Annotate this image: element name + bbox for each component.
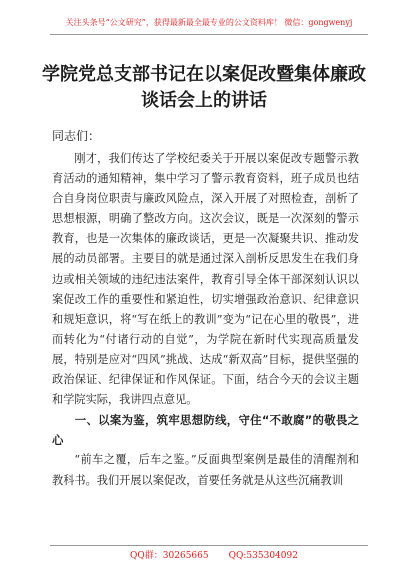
paragraph-2: “前车之覆，后车之鉴。”反面典型案例是最佳的清醒剂和教科书。我们开展以案促改，首要任务就是从这些沉痛教训 [52, 453, 359, 487]
salutation: 同志们： [52, 129, 101, 143]
footer-qq-group: QQ群：30265665 [130, 551, 209, 561]
section-heading-1: 一、以案为鉴，筑牢思想防线，守住“不敢腐”的敬畏之心 [52, 413, 359, 448]
header-banner: 关注头条号“公文研究”，获得最新最全最专业的公文资料库！ 微信：gongwenyj [65, 18, 353, 27]
document-body [52, 149, 359, 491]
footer-divider [50, 545, 368, 546]
title-line-1: 学院党总支部书记在以案促改暨集体廉政 [42, 64, 366, 85]
footer-qq: QQ:535304092 [228, 551, 298, 561]
title-line-2: 谈话会上的讲话 [141, 90, 267, 111]
document-title [40, 62, 368, 114]
header-divider [50, 34, 368, 35]
footer-contacts [60, 548, 368, 564]
paragraph-1: 刚才，我们传达了学校纪委关于开展以案促改专题警示教育活动的通知精神，集中学习了警示教育资料，班子成员也结合自身岗位职责与廉政风险点，深入开展了对照检查，剖析了思想根源，明确了整改方向。这次会议，既是一次深刻的警示教育，也是一次集体的廉政谈话，更是一次凝聚共识、推动发展的动员部署。主要目的就是通过深入剖析反思发生在我们身边或相关领域的违纪违法案件，教育引导全体干部深刻认识以案促改工作的重要性和紧迫性，切实增强政治意识、纪律意识和规矩意识，将“写在纸上的教训”变为“记在心里的敬畏”，进而转化为“付诸行动的自觉”，为学院在新时代实现高质量发展，特别是应对“四风”挑战、达成“新双高”目标，提供坚强的政治保证、纪律保证和作风保证。下面，结合今天的会议主题和学院实际，我讲四点意见。 [52, 152, 359, 407]
